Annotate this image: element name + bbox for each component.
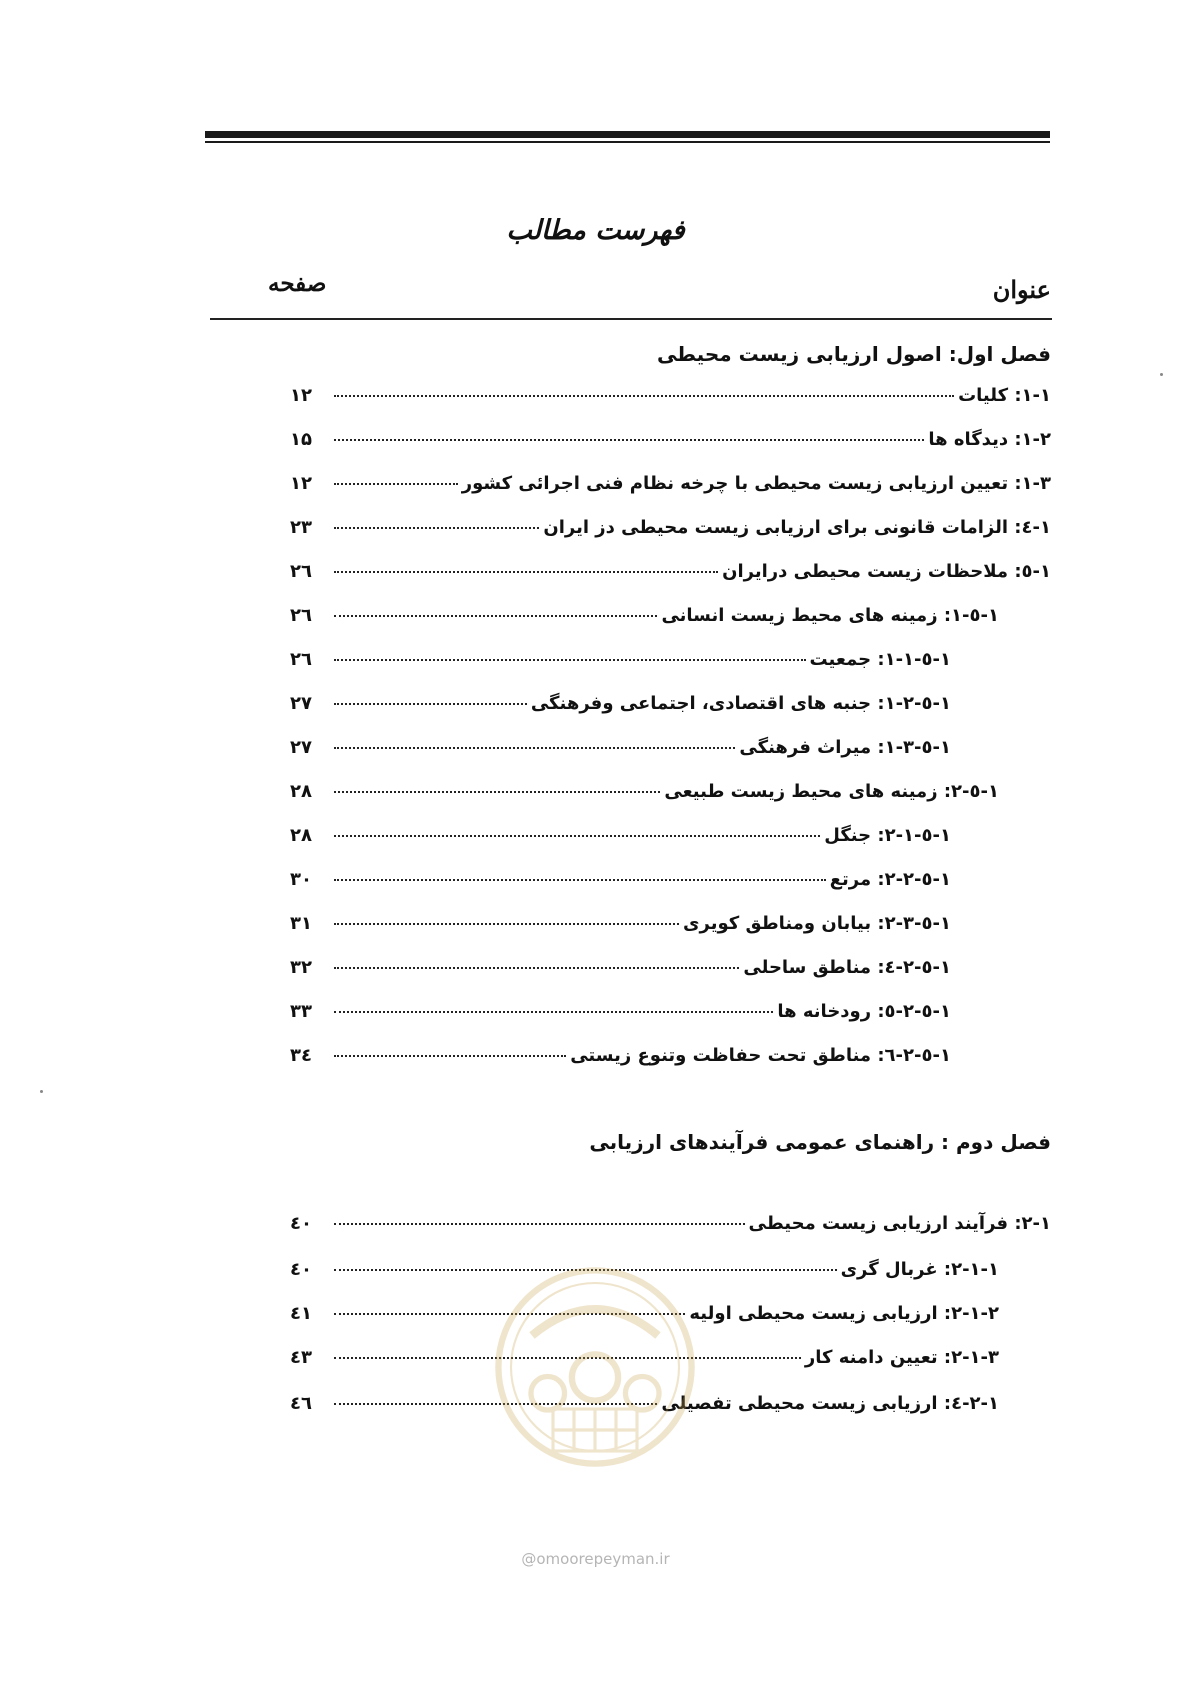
toc-entry[interactable] — [290, 649, 951, 683]
omoore-peyman-seal-icon — [490, 1262, 700, 1472]
toc-entry-page: ۲۷ — [290, 693, 312, 714]
toc-entry-page: ۱۵ — [290, 429, 312, 450]
dot-leader — [334, 791, 660, 793]
dot-leader — [334, 703, 527, 705]
toc-entry[interactable] — [290, 605, 999, 639]
toc-entry[interactable] — [290, 1001, 951, 1035]
toc-entry-label: ۱-٤: الزامات قانونی برای ارزیابی زیست محیطی دز ایران — [543, 517, 1051, 538]
toc-entry[interactable] — [290, 561, 1051, 595]
toc-entry[interactable] — [290, 517, 1051, 551]
toc-entry-label: ۱-۳: تعیین ارزیابی زیست محیطی با چرخه نظام فنی اجرائی کشور — [461, 473, 1051, 494]
scan-speck — [1160, 373, 1163, 376]
toc-entry-label: ۱-٥-۲: زمینه های محیط زیست طبیعی — [664, 781, 999, 802]
toc-entry-label: ۱-٥-۲-٤: مناطق ساحلی — [743, 957, 951, 978]
dot-leader — [334, 967, 739, 969]
toc-entry[interactable] — [290, 1213, 1051, 1247]
toc-entry-label: ۱-٥-۱-۳: میراث فرهنگی — [739, 737, 951, 758]
dot-leader — [334, 835, 820, 837]
toc-entry-page: ۲٦ — [290, 649, 312, 670]
toc-entry-label: ۲-۱: فرآیند ارزیابی زیست محیطی — [748, 1213, 1051, 1234]
toc-entry[interactable] — [290, 737, 951, 771]
toc-entry[interactable] — [290, 1045, 951, 1079]
toc-entry-label: ۲-۱-۱: غربال گری — [840, 1259, 999, 1280]
toc-entry[interactable] — [290, 869, 951, 903]
toc-entry-label: ۱-٥-۲-۲: مرتع — [829, 869, 951, 890]
toc-entry[interactable] — [290, 385, 1051, 419]
dot-leader — [334, 527, 539, 529]
toc-entry[interactable] — [290, 693, 951, 727]
toc-entry-page: ۲٦ — [290, 561, 312, 582]
toc-entry-page: ٤٦ — [290, 1393, 312, 1414]
toc-entry-label: ۱-٥-۲-٥: رودخانه ها — [777, 1001, 951, 1022]
toc-entry-label: ۲-۱-۲: ارزیابی زیست محیطی اولیه — [689, 1303, 999, 1324]
toc-entry[interactable] — [290, 913, 951, 947]
dot-leader — [334, 747, 735, 749]
toc-entry-page: ٤۰ — [290, 1213, 312, 1234]
chapter-2-heading: فصل دوم : راهنمای عمومی فرآیندهای ارزیابی — [589, 1130, 1051, 1154]
top-rule-thin — [205, 141, 1050, 143]
toc-entry-page: ۳۱ — [290, 913, 312, 934]
dot-leader — [334, 1055, 566, 1057]
toc-entry-label: ۲-۱-٤: ارزیابی زیست محیطی تفصیلی — [661, 1393, 999, 1414]
toc-entry-page: ٤۳ — [290, 1347, 312, 1368]
toc-entry-label: ۱-۱: کلیات — [958, 385, 1051, 406]
page-title: فهرست مطالب — [506, 215, 685, 246]
header-rule — [210, 318, 1052, 320]
dot-leader — [334, 923, 679, 925]
dot-leader — [334, 483, 458, 485]
dot-leader — [334, 1011, 773, 1013]
toc-entry[interactable] — [290, 957, 951, 991]
dot-leader — [334, 615, 657, 617]
toc-entry-label: ۱-٥-۱-۱: جمعیت — [809, 649, 951, 670]
toc-entry-page: ۲۸ — [290, 781, 312, 802]
toc-entry[interactable] — [290, 781, 999, 815]
toc-entry-page: ۳۲ — [290, 957, 312, 978]
toc-entry-label: ۱-٥-۲-٦: مناطق تحت حفاظت وتنوع زیستی — [570, 1045, 951, 1066]
toc-entry-page: ۲٦ — [290, 605, 312, 626]
toc-entry-label: ۱-٥-۲-۳: بیابان ومناطق کویری — [683, 913, 951, 934]
toc-entry-label: ۲-۱-۳: تعیین دامنه کار — [804, 1347, 999, 1368]
column-header-title: عنوان — [992, 275, 1051, 304]
scan-speck — [40, 1090, 43, 1093]
column-header-page: صفحه — [268, 270, 327, 297]
top-rule-thick — [205, 131, 1050, 138]
toc-entry-page: ۳۰ — [290, 869, 312, 890]
dot-leader — [334, 1223, 745, 1225]
toc-entry-page: ۱۲ — [290, 385, 312, 406]
toc-entry-label: ۱-٥-۱-۲: جنبه های اقتصادی، اجتماعی وفرهنگی — [530, 693, 951, 714]
toc-entry[interactable] — [290, 825, 951, 859]
toc-entry-page: ۳٤ — [290, 1045, 312, 1066]
toc-entry-page: ٤۰ — [290, 1259, 312, 1280]
toc-entry-label: ۱-٥-۲-۱: جنگل — [824, 825, 951, 846]
toc-entry-page: ۲۸ — [290, 825, 312, 846]
toc-entry-page: ٤۱ — [290, 1303, 312, 1324]
dot-leader — [334, 395, 954, 397]
toc-entry[interactable] — [290, 429, 1051, 463]
toc-entry-page: ۳۳ — [290, 1001, 312, 1022]
toc-entry-label: ۱-٥: ملاحظات زیست محیطی درایران — [722, 561, 1051, 582]
dot-leader — [334, 659, 806, 661]
dot-leader — [334, 571, 718, 573]
toc-entry-page: ۲۷ — [290, 737, 312, 758]
toc-entry-page: ۱۲ — [290, 473, 312, 494]
toc-entry[interactable] — [290, 473, 1051, 507]
toc-entry-page: ۲۳ — [290, 517, 312, 538]
toc-entry-label: ۱-٥-۱: زمینه های محیط زیست انسانی — [661, 605, 999, 626]
chapter-1-heading: فصل اول: اصول ارزیابی زیست محیطی — [656, 342, 1051, 366]
toc-entry-label: ۱-۲: دیدگاه ها — [928, 429, 1051, 450]
dot-leader — [334, 879, 826, 881]
dot-leader — [334, 439, 924, 441]
watermark-site: @omoorepeyman.ir — [521, 1550, 670, 1568]
